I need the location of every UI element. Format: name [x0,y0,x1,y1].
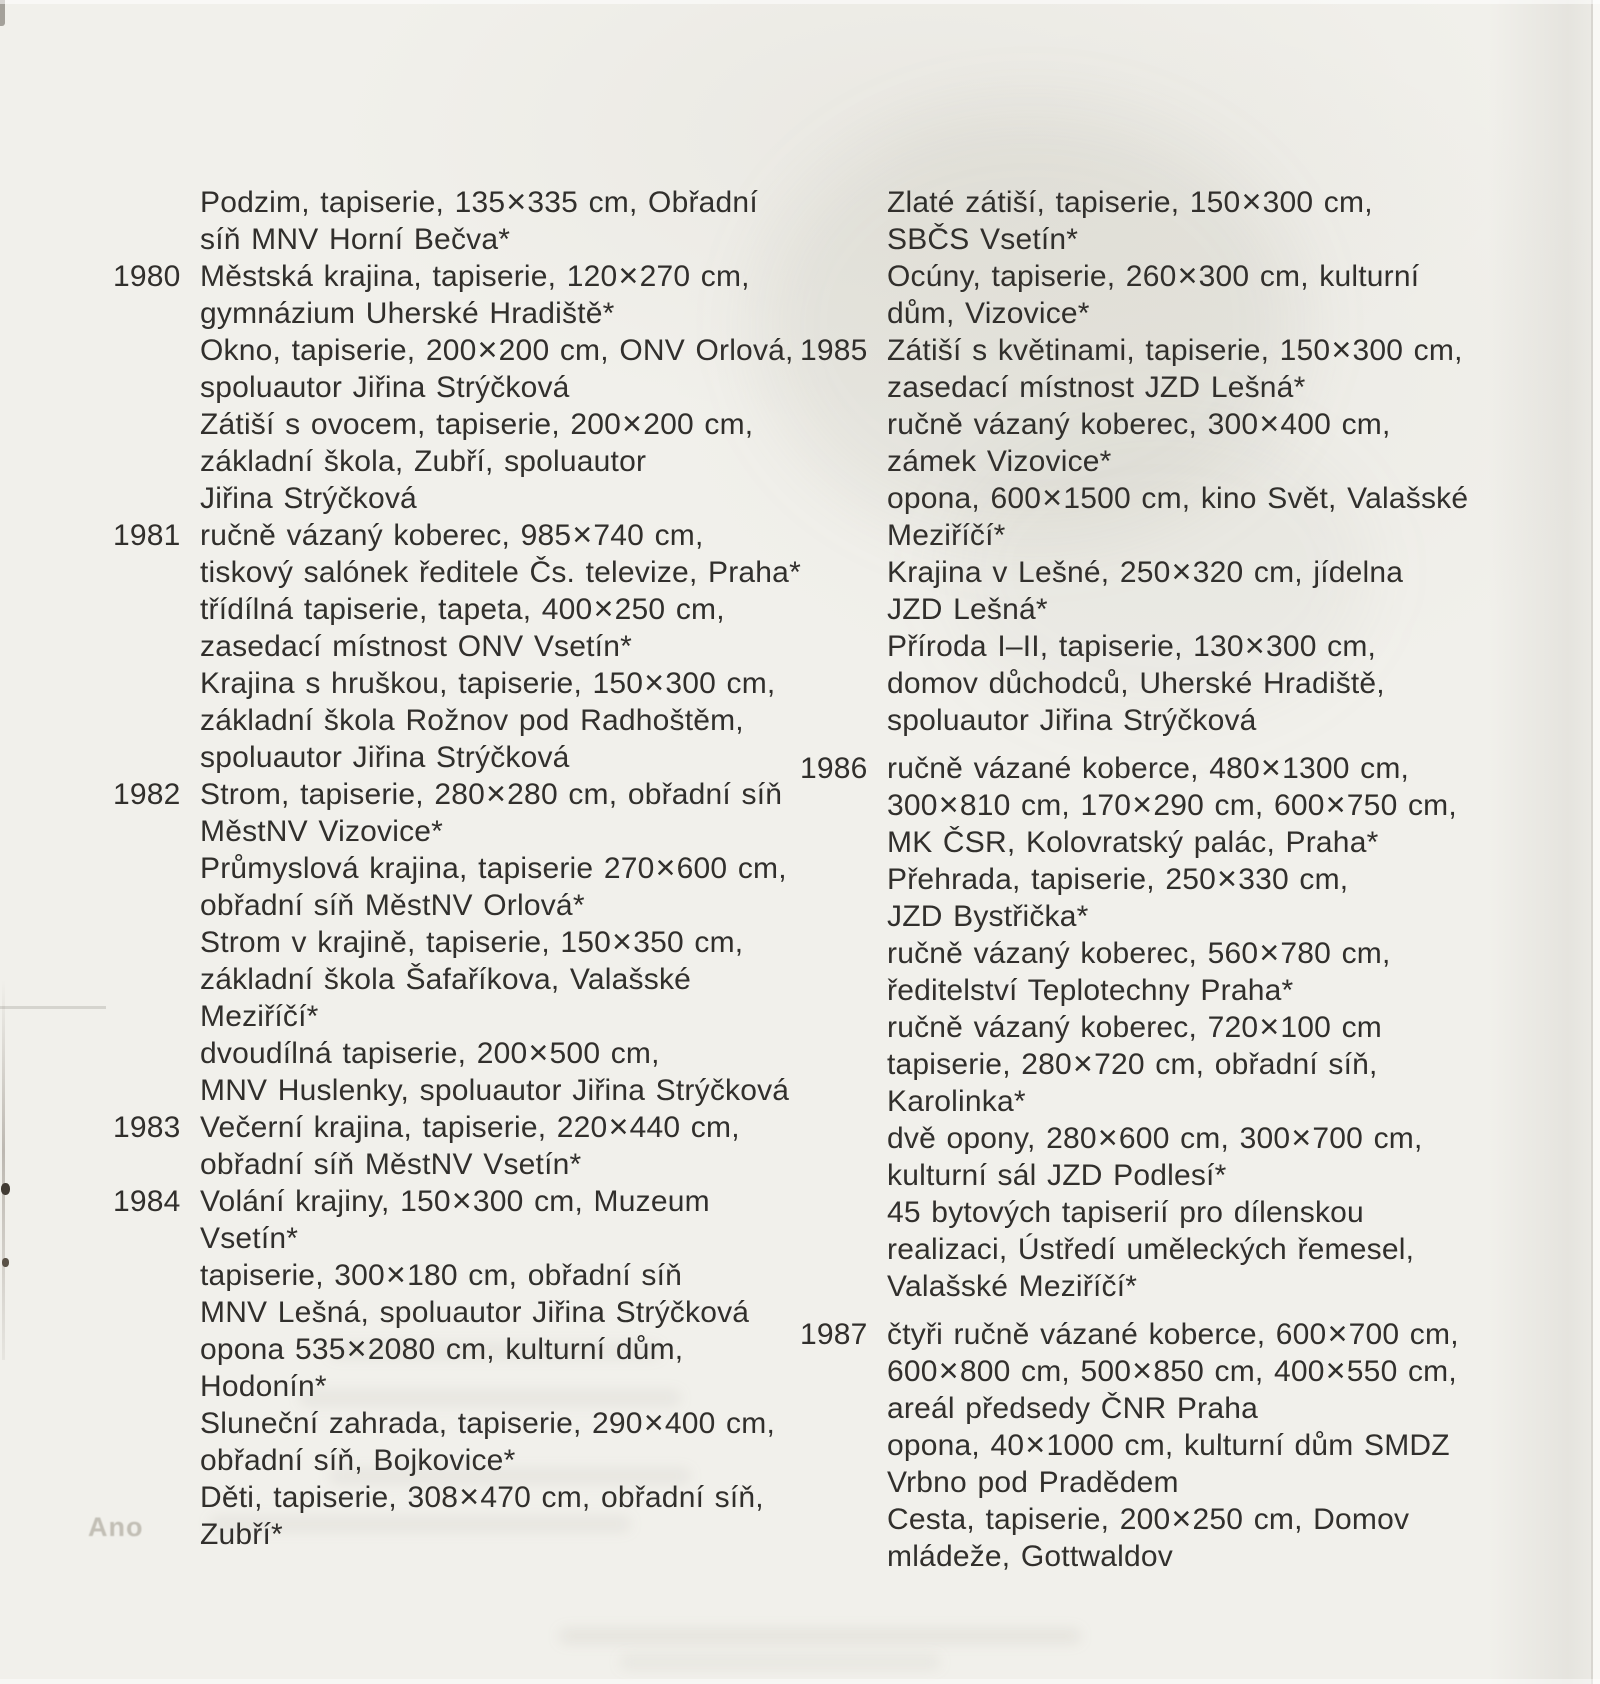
year-label: 1983 [113,1111,181,1144]
ink-speck [1,1183,10,1195]
catalog-entry [113,1183,803,1553]
catalog-line: tapiserie, 280×720 cm, obřadní síň, [887,1045,1378,1083]
catalog-line: Meziříčí* [200,1000,319,1033]
catalog-entry [800,1316,1540,1575]
catalog-line: Okno, tapiserie, 200×200 cm, ONV Orlová, [200,331,794,369]
catalog-line: Sluneční zahrada, tapiserie, 290×400 cm, [200,1404,775,1442]
catalog-entry [113,258,803,517]
catalog-line: Strom v krajině, tapiserie, 150×350 cm, [200,923,744,961]
catalog-line: zasedací místnost JZD Lešná* [887,371,1306,404]
page-edge-shade [1593,0,1600,1684]
catalog-line: JZD Lešná* [887,593,1048,626]
catalog-line: Příroda I–II, tapiserie, 130×300 cm, [887,627,1377,665]
catalog-line: ručně vázané koberce, 480×1300 cm, [887,749,1410,787]
catalog-line: gymnázium Uherské Hradiště* [200,297,615,330]
catalog-line: tapiserie, 300×180 cm, obřadní síň [200,1256,683,1294]
catalog-line: MNV Huslenky, spoluautor Jiřina Strýčková [200,1074,790,1107]
showthrough-smudge [620,1656,940,1668]
catalog-line: ředitelství Teplotechny Praha* [887,974,1294,1007]
catalog-line: základní škola, Zubří, spoluautor [200,445,647,478]
catalog-line: spoluautor Jiřina Strýčková [200,741,570,774]
catalog-line: Jiřina Strýčková [200,482,417,515]
catalog-line: dům, Vizovice* [887,297,1090,330]
catalog-line: Zubří* [200,1518,283,1551]
catalog-line: kulturní sál JZD Podlesí* [887,1159,1227,1192]
catalog-line: Vrbno pod Pradědem [887,1466,1179,1499]
catalog-column-right [800,184,1540,1575]
catalog-line: Hodonín* [200,1370,327,1403]
year-label: 1982 [113,778,181,811]
catalog-line: zasedací místnost ONV Vsetín* [200,630,632,663]
catalog-line: MNV Lešná, spoluautor Jiřina Strýčková [200,1296,750,1329]
catalog-line: mládeže, Gottwaldov [887,1540,1173,1573]
catalog-line: opona, 40×1000 cm, kulturní dům SMDZ [887,1426,1450,1464]
year-label: 1980 [113,260,181,293]
catalog-line: areál předsedy ČNR Praha [887,1392,1258,1425]
catalog-line: obřadní síň, Bojkovice* [200,1444,516,1477]
margin-rule [0,1006,106,1009]
ink-speck [2,1258,9,1267]
catalog-line: Valašské Meziříčí* [887,1270,1138,1303]
catalog-line: Karolinka* [887,1085,1026,1118]
paper-crease [2,980,5,1360]
catalog-line: ručně vázaný koberec, 985×740 cm, [200,516,704,554]
catalog-line: Volání krajiny, 150×300 cm, Muzeum [200,1182,710,1220]
catalog-line: dvě opony, 280×600 cm, 300×700 cm, [887,1119,1423,1157]
catalog-line: síň MNV Horní Bečva* [200,223,511,256]
catalog-line: spoluautor Jiřina Strýčková [200,371,570,404]
catalog-line: Děti, tapiserie, 308×470 cm, obřadní síň, [200,1478,764,1516]
catalog-entry [113,517,803,776]
year-label: 1984 [113,1185,181,1218]
catalog-line: Krajina s hruškou, tapiserie, 150×300 cm, [200,664,776,702]
catalog-line: Zátiší s ovocem, tapiserie, 200×200 cm, [200,405,754,443]
catalog-line: JZD Bystřička* [887,900,1089,933]
catalog-column-left [113,184,803,1553]
catalog-line: Strom, tapiserie, 280×280 cm, obřadní síň [200,775,783,813]
catalog-line: 45 bytových tapiserií pro dílenskou [887,1196,1364,1229]
year-label: 1986 [800,752,868,785]
catalog-line: domov důchodců, Uherské Hradiště, [887,667,1385,700]
ghost-text: Ano [88,1512,144,1542]
catalog-line: ručně vázaný koberec, 720×100 cm [887,1008,1382,1046]
catalog-line: třídílná tapiserie, tapeta, 400×250 cm, [200,590,725,628]
catalog-line: Krajina v Lešné, 250×320 cm, jídelna [887,553,1404,591]
catalog-entry [113,776,803,1109]
catalog-entry [800,332,1540,739]
catalog-line: zámek Vizovice* [887,445,1112,478]
catalog-line: opona 535×2080 cm, kulturní dům, [200,1330,684,1368]
catalog-entry [800,184,1540,332]
catalog-line: Meziříčí* [887,519,1006,552]
catalog-entry [800,750,1540,1305]
catalog-line: dvoudílná tapiserie, 200×500 cm, [200,1034,660,1072]
catalog-line: tiskový salónek ředitele Čs. televize, Praha* [200,556,801,589]
catalog-line: MK ČSR, Kolovratský palác, Praha* [887,826,1379,859]
catalog-line: obřadní síň MěstNV Vsetín* [200,1148,582,1181]
catalog-line: opona, 600×1500 cm, kino Svět, Valašské [887,479,1469,517]
year-label: 1985 [800,334,868,367]
catalog-line: SBČS Vsetín* [887,223,1079,256]
page-edge-top [0,0,1600,4]
catalog-line: základní škola Šafaříkova, Valašské [200,963,692,996]
catalog-line: Průmyslová krajina, tapiserie 270×600 cm, [200,849,787,887]
catalog-line: 600×800 cm, 500×850 cm, 400×550 cm, [887,1352,1457,1390]
catalog-line: ručně vázaný koberec, 560×780 cm, [887,934,1391,972]
catalog-line: Zátiší s květinami, tapiserie, 150×300 cm, [887,331,1463,369]
catalog-entry [113,1109,803,1183]
page-edge-bottom [0,1679,1600,1684]
catalog-line: Podzim, tapiserie, 135×335 cm, Obřadní [200,183,758,221]
catalog-line: Cesta, tapiserie, 200×250 cm, Domov [887,1500,1410,1538]
catalog-line: základní škola Rožnov pod Radhoštěm, [200,704,744,737]
catalog-line: Zlaté zátiší, tapiserie, 150×300 cm, [887,183,1373,221]
catalog-line: spoluautor Jiřina Strýčková [887,704,1257,737]
catalog-line: obřadní síň MěstNV Orlová* [200,889,585,922]
catalog-line: Večerní krajina, tapiserie, 220×440 cm, [200,1108,740,1146]
catalog-line: Ocúny, tapiserie, 260×300 cm, kulturní [887,257,1420,295]
catalog-line: 300×810 cm, 170×290 cm, 600×750 cm, [887,786,1457,824]
catalog-line: MěstNV Vizovice* [200,815,444,848]
catalog-line: Přehrada, tapiserie, 250×330 cm, [887,860,1349,898]
catalog-line: čtyři ručně vázané koberce, 600×700 cm, [887,1315,1459,1353]
catalog-line: Městská krajina, tapiserie, 120×270 cm, [200,257,750,295]
catalog-line: ručně vázaný koberec, 300×400 cm, [887,405,1391,443]
catalog-line: Vsetín* [200,1222,299,1255]
year-label: 1981 [113,519,181,552]
year-label: 1987 [800,1318,868,1351]
showthrough-smudge [560,1630,1080,1642]
catalog-entry [113,184,803,258]
catalog-line: realizaci, Ústředí uměleckých řemesel, [887,1233,1415,1266]
